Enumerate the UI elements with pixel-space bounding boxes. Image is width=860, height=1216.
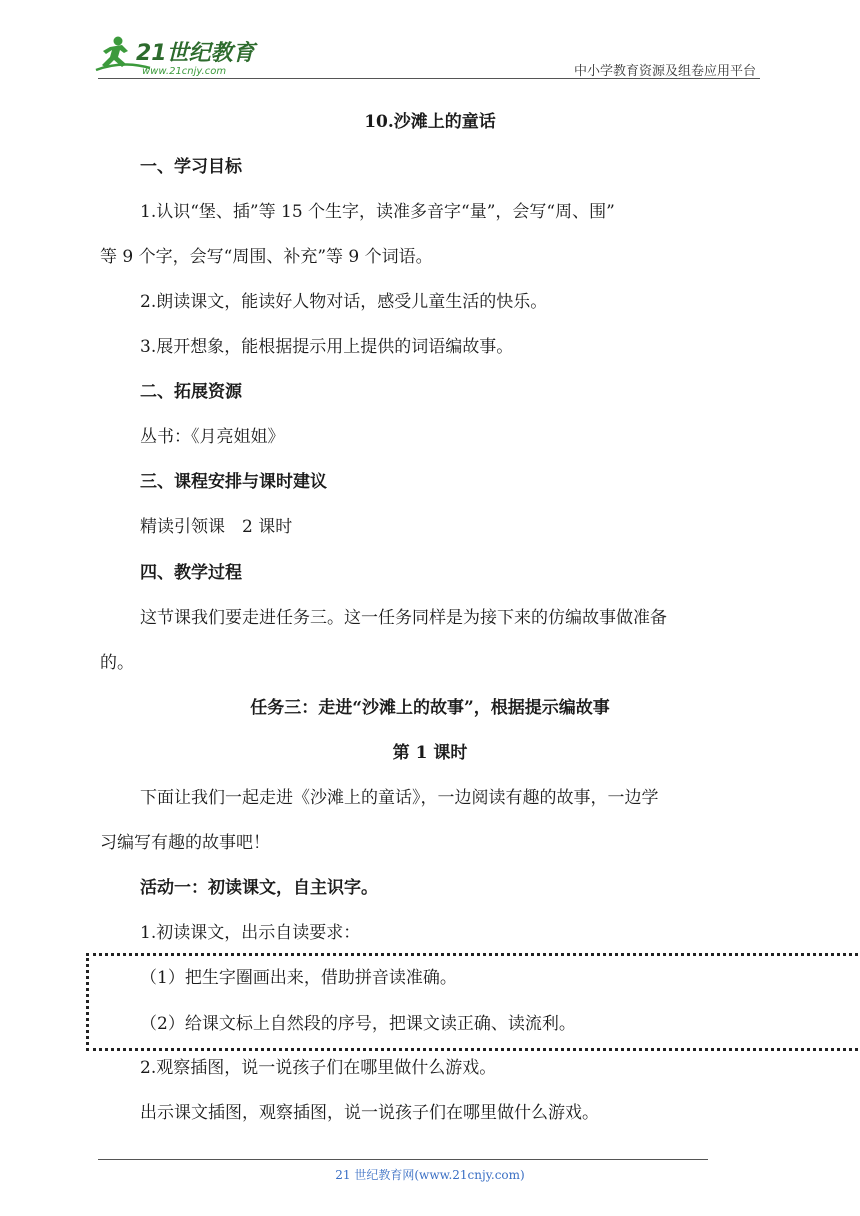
- doc-title: 10.沙滩上的童话: [364, 112, 496, 132]
- section-heading-2: 二、拓展资源: [140, 382, 242, 402]
- intro-line-1: 这节课我们要走进任务三。这一任务同样是为接下来的仿编故事做准备: [140, 608, 667, 628]
- footer-divider: [98, 1159, 708, 1160]
- lesson-heading: 第 1 课时: [392, 743, 468, 763]
- requirement-2: （2）给课文标上自然段的序号，把课文读正确、读流利。: [140, 1014, 576, 1034]
- schedule-line: 精读引领课 2 课时: [140, 517, 293, 537]
- requirement-1: （1）把生字圈画出来，借助拼音读准确。: [140, 968, 457, 988]
- goal-3: 3.展开想象，能根据提示用上提供的词语编故事。: [140, 337, 514, 357]
- step-2-detail: 出示课文插图，观察插图，说一说孩子们在哪里做什么游戏。: [140, 1103, 599, 1123]
- footer-link[interactable]: 21 世纪教育网(www.21cnjy.com): [335, 1168, 525, 1182]
- section-heading-4: 四、教学过程: [140, 563, 242, 583]
- header-tagline: 中小学教育资源及组卷应用平台: [573, 64, 756, 79]
- logo-url: www.21cnjy.com: [142, 66, 227, 77]
- step-1: 1.初读课文，出示自读要求：: [140, 923, 361, 943]
- step-2: 2.观察插图，说一说孩子们在哪里做什么游戏。: [140, 1058, 497, 1078]
- section-heading-1: 一、学习目标: [140, 157, 242, 177]
- goal-1-line-1: 1.认识“堡、插”等 15 个生字，读准多音字“量”，会写“周、围”: [140, 202, 615, 222]
- activity-heading: 活动一：初读课文，自主识字。: [140, 878, 378, 898]
- intro-line-2: 的。: [100, 653, 134, 673]
- task-heading: 任务三：走进“沙滩上的故事”，根据提示编故事: [250, 698, 610, 718]
- logo-text: 21世纪教育: [136, 41, 255, 66]
- resource-line: 丛书：《月亮姐姐》: [140, 427, 285, 447]
- site-logo: [92, 30, 262, 80]
- header-divider: [98, 78, 760, 79]
- goal-1-line-2: 等 9 个字，会写“周围、补充”等 9 个词语。: [100, 247, 433, 267]
- lead-line-2: 习编写有趣的故事吧！: [100, 833, 270, 853]
- goal-2: 2.朗读课文，能读好人物对话，感受儿童生活的快乐。: [140, 292, 548, 312]
- lead-line-1: 下面让我们一起走进《沙滩上的童话》，一边阅读有趣的故事，一边学: [140, 788, 659, 808]
- section-heading-3: 三、课程安排与课时建议: [140, 472, 327, 492]
